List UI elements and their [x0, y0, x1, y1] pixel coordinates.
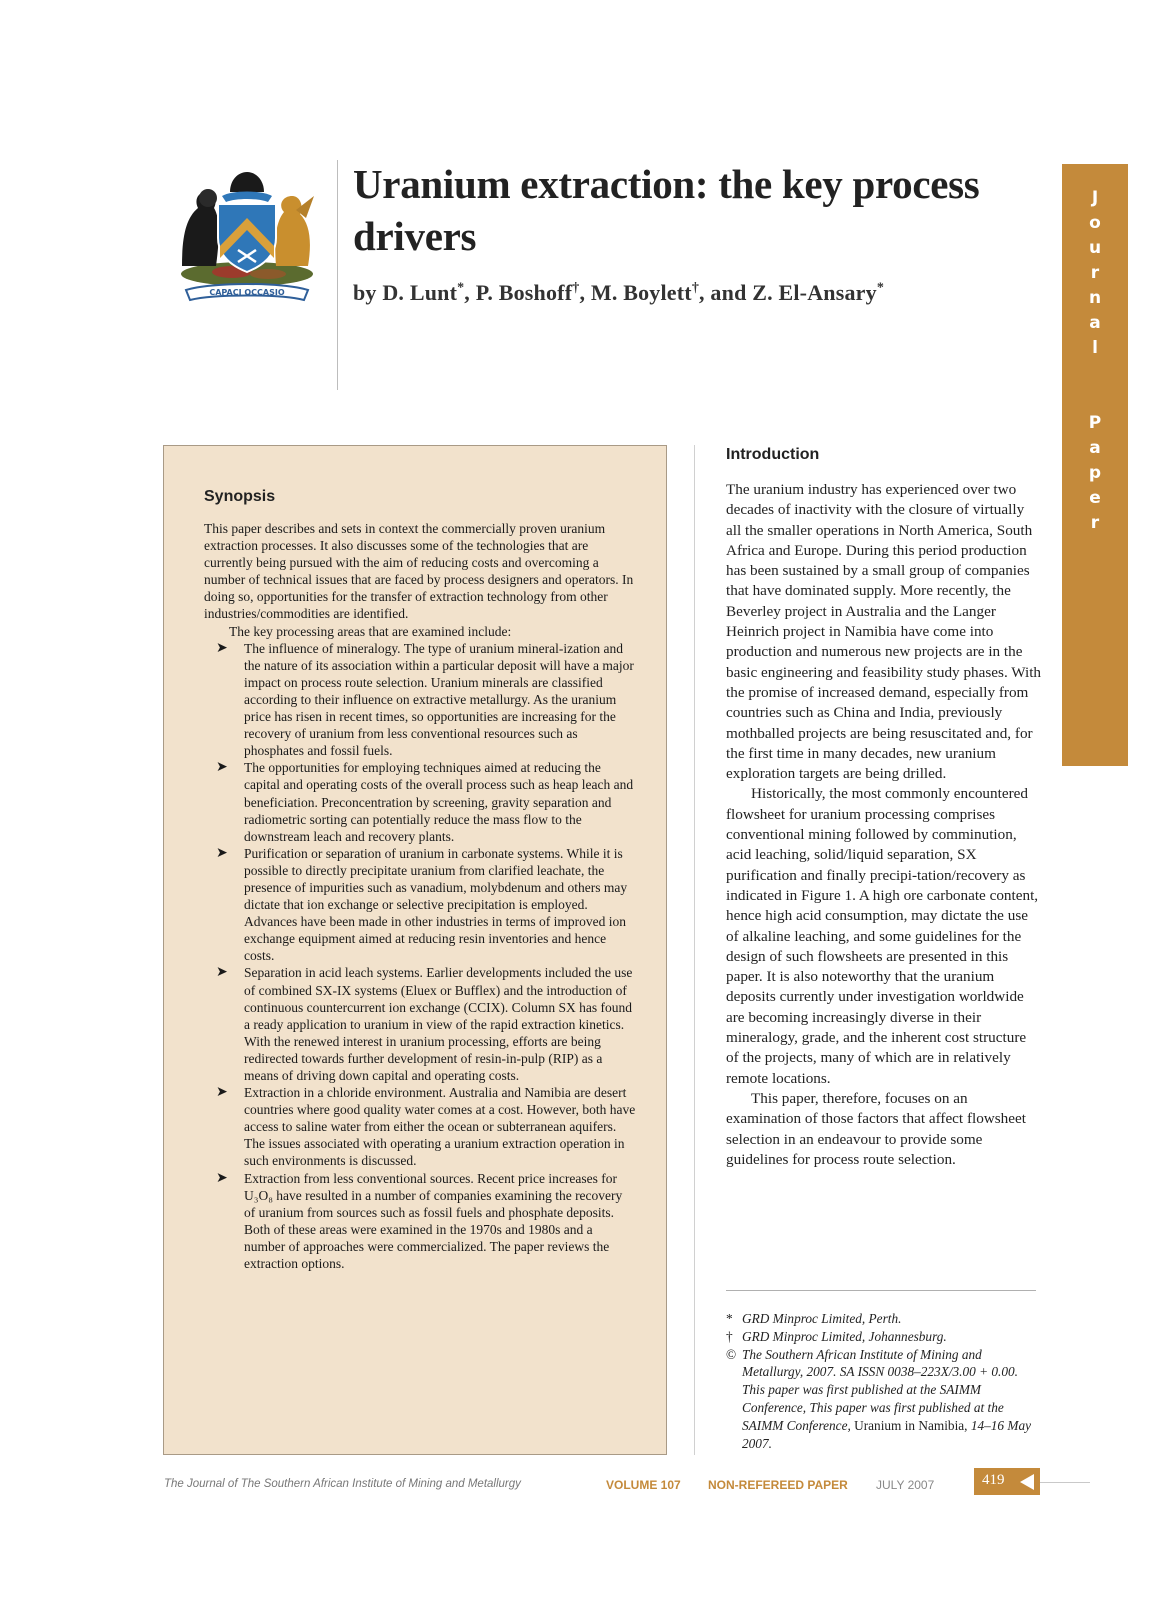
side-tab-letter: e	[1089, 488, 1101, 508]
arrow-bullet-icon: ➤	[216, 639, 228, 656]
conference-dates: 14–16 May 2007.	[742, 1417, 1032, 1451]
arrow-bullet-icon: ➤	[216, 759, 228, 776]
footnote-text: GRD Minproc Limited, Johannesburg.	[742, 1328, 947, 1344]
footer-rule	[1040, 1482, 1090, 1483]
author-line	[353, 280, 1073, 306]
paper-title: Uranium extraction: the key process drivers	[353, 161, 980, 259]
footnote-copyright	[726, 1346, 1042, 1453]
author-3-mark: †	[691, 280, 700, 296]
footer-date: JULY 2007	[876, 1478, 935, 1492]
intro-paragraph: This paper, therefore, focuses on an examination of those factors that affect flowsheet selection in an endeavour to provide some guidelines for process route selection.	[726, 1089, 1026, 1168]
footer-volume: VOLUME 107	[606, 1478, 681, 1492]
page-arrow-icon	[1020, 1474, 1034, 1490]
author-3: , M. Boylett	[579, 280, 692, 305]
copyright-icon: ©	[726, 1346, 737, 1362]
author-1: by D. Lunt	[353, 280, 458, 305]
arrow-bullet-icon: ➤	[216, 844, 228, 861]
key-areas-list	[204, 640, 636, 1272]
author-4: , and Z. El-Ansary	[699, 280, 877, 305]
list-item	[204, 640, 636, 760]
footnote-text: GRD Minproc Limited, Perth.	[742, 1311, 902, 1326]
list-item	[204, 845, 636, 965]
footnotes	[726, 1310, 1042, 1452]
list-item-text: The influence of mineralogy. The type of uranium mineral-ization and the nature of its association within a particular deposit will have a major impact on process route selection. Uranium minerals are classified according to their influence on extractive metallurgy. As the uranium price has risen in recent times, so opportunities are increasing for the recovery of uranium from less conventional resources such as phosphates and fossil fuels.	[244, 640, 634, 759]
list-item-text: Purification or separation of uranium in carbonate systems. While it is possible to directly precipitate uranium from clarified leachate, the presence of impurities such as vanadium, molybdenum and others may dictate that ion exchange or selective precipitation is employed. Advances have been made in other industries in terms of improved ion exchange equipment aimed at reducing resin inventories and hence costs.	[244, 845, 628, 964]
list-item-text: The opportunities for employing techniques aimed at reducing the capital and operating costs of the overall process such as heap leach and beneficiation. Preconcentration by screening, gravity separation and radiometric sorting can potentially reduce the mass flow to the downstream leach and recovery plants.	[244, 760, 634, 844]
crest-helm	[230, 172, 264, 192]
logo-motto: CAPACI OCCASIO	[209, 288, 285, 297]
arrow-bullet-icon: ➤	[216, 964, 228, 981]
author-2-mark: †	[572, 280, 580, 296]
footnote-text: The Southern African Institute of Mining and Metallurgy, 2007. SA ISSN 0038–223X/3.00 + 0.00. This paper was first published at the SAIMM Conference, This paper was first published at the SAIMM Conference,	[742, 1346, 1019, 1433]
intro-paragraph: The uranium industry has experienced over two decades of inactivity with the closure of virtually all the smaller operations in North America, South Africa and Europe. During this period production has been sustained by a small group of companies that have dominated supply. More recently, the Beverley project in Australia and the Langer Heinrich project in Namibia have come into production and numerous new projects are in the basic engineering and feasibility study phases. With the promise of increased demand, especially from countries such as China and India, previously mothballed projects are being resuscitated and, for the first time in many decades, new uranium exploration targets are being drilled.	[726, 481, 1042, 783]
arrow-bullet-icon: ➤	[216, 1084, 228, 1101]
synopsis-list-intro: The key processing areas that are examined include:	[229, 623, 512, 639]
footer-journal-name: The Journal of The Southern African Institute of Mining and Metallurgy	[164, 1478, 521, 1490]
side-tab-letter: u	[1088, 238, 1102, 258]
footnote-divider	[726, 1290, 1036, 1291]
author-4-mark: *	[876, 280, 885, 296]
footnote-dagger	[726, 1328, 1042, 1346]
footnote-star	[726, 1310, 1042, 1328]
arrow-bullet-icon: ➤	[216, 1169, 228, 1186]
list-item-text: Separation in acid leach systems. Earlier developments included the use of combined SX-IX systems (Eluex or Bufflex) and the introduction of continuous countercurrent ion exchange (CCIX). Column SX has found a ready application to uranium in view of the rapid extraction kinetics. With the renewed interest in uranium processing, efforts are being redirected towards further development of resin-in-pulp (RIP) as a means of driving down capital and operating costs.	[244, 965, 633, 1083]
side-tab-letter: J	[1091, 188, 1099, 208]
page-number: 419	[982, 1472, 1005, 1488]
synopsis-intro: This paper describes and sets in context the commercially proven uranium extraction processes. It also discusses some of the technologies that are currently being pursued with the aim of reducing costs and overcoming a number of technical issues that are faced by process designers and operators. In doing so, opportunities for the transfer of extraction technology from other industries/commodities are identified.	[204, 521, 634, 622]
journal-paper-side-tab	[1062, 164, 1128, 766]
list-item	[204, 1084, 636, 1169]
introduction-heading: Introduction	[726, 446, 820, 463]
synopsis-body	[204, 520, 636, 1272]
column-divider	[694, 445, 695, 1455]
side-tab-letter: a	[1089, 313, 1101, 333]
list-item	[204, 759, 636, 844]
header-divider	[337, 160, 338, 390]
author-2: , P. Boshoff	[464, 280, 573, 305]
footnote-mark: †	[726, 1328, 733, 1344]
side-tab-letter: r	[1090, 263, 1100, 283]
page-number-badge	[974, 1468, 1040, 1495]
side-tab-letter: p	[1088, 463, 1102, 483]
side-tab-letter: n	[1088, 288, 1102, 308]
author-1-mark: *	[457, 280, 465, 296]
side-tab-letter: o	[1089, 213, 1101, 233]
side-tab-letter: l	[1092, 338, 1098, 358]
list-item	[204, 964, 636, 1084]
side-tab-letter: P	[1088, 413, 1102, 433]
footer-paper-type: NON-REFEREED PAPER	[708, 1478, 848, 1492]
list-item-text: Extraction in a chloride environment. Australia and Namibia are desert countries where good quality water comes at a cost. However, both have access to saline water from either the ocean or subterranean aquifers. The issues associated with operating a uranium extraction operation in such environments is discussed.	[244, 1085, 636, 1169]
intro-paragraph: Historically, the most commonly encountered flowsheet for uranium processing comprises conventional mining followed by comminution, acid leaching, solid/liquid separation, SX purification and finally precipi-tation/recovery as indicated in Figure 1. A high ore carbonate content, hence high acid consumption, may dictate the use of alkaline leaching, and some guidelines for the design of such flowsheets are presented in this paper. It is also noteworthy that the uranium deposits currently under investigation worldwide are becoming increasingly diverse in their mineralogy, grade, and the inherent cost structure of the projects, many of which are in relatively remote locations.	[726, 785, 1039, 1087]
list-item-text: Extraction from less conventional sources. Recent price increases for U₃O₈ have resulted in a number of companies examining the recovery of uranium from sources such as fossil fuels and phosphate deposits. Both of these areas were examined in the 1970s and 1980s and a number of approaches were commercialized. The paper reviews the extraction options.	[244, 1170, 623, 1272]
shield	[218, 204, 276, 272]
side-tab-text	[1062, 186, 1128, 536]
synopsis-heading: Synopsis	[204, 488, 276, 505]
introduction-body	[726, 480, 1042, 1170]
list-item	[204, 1170, 636, 1273]
footnote-mark: *	[726, 1311, 733, 1326]
side-tab-letter: r	[1090, 513, 1100, 533]
side-tab-letter: a	[1089, 438, 1101, 458]
saimm-coat-of-arms-logo	[172, 166, 322, 316]
conference-name: Uranium in Namibia,	[854, 1417, 968, 1433]
